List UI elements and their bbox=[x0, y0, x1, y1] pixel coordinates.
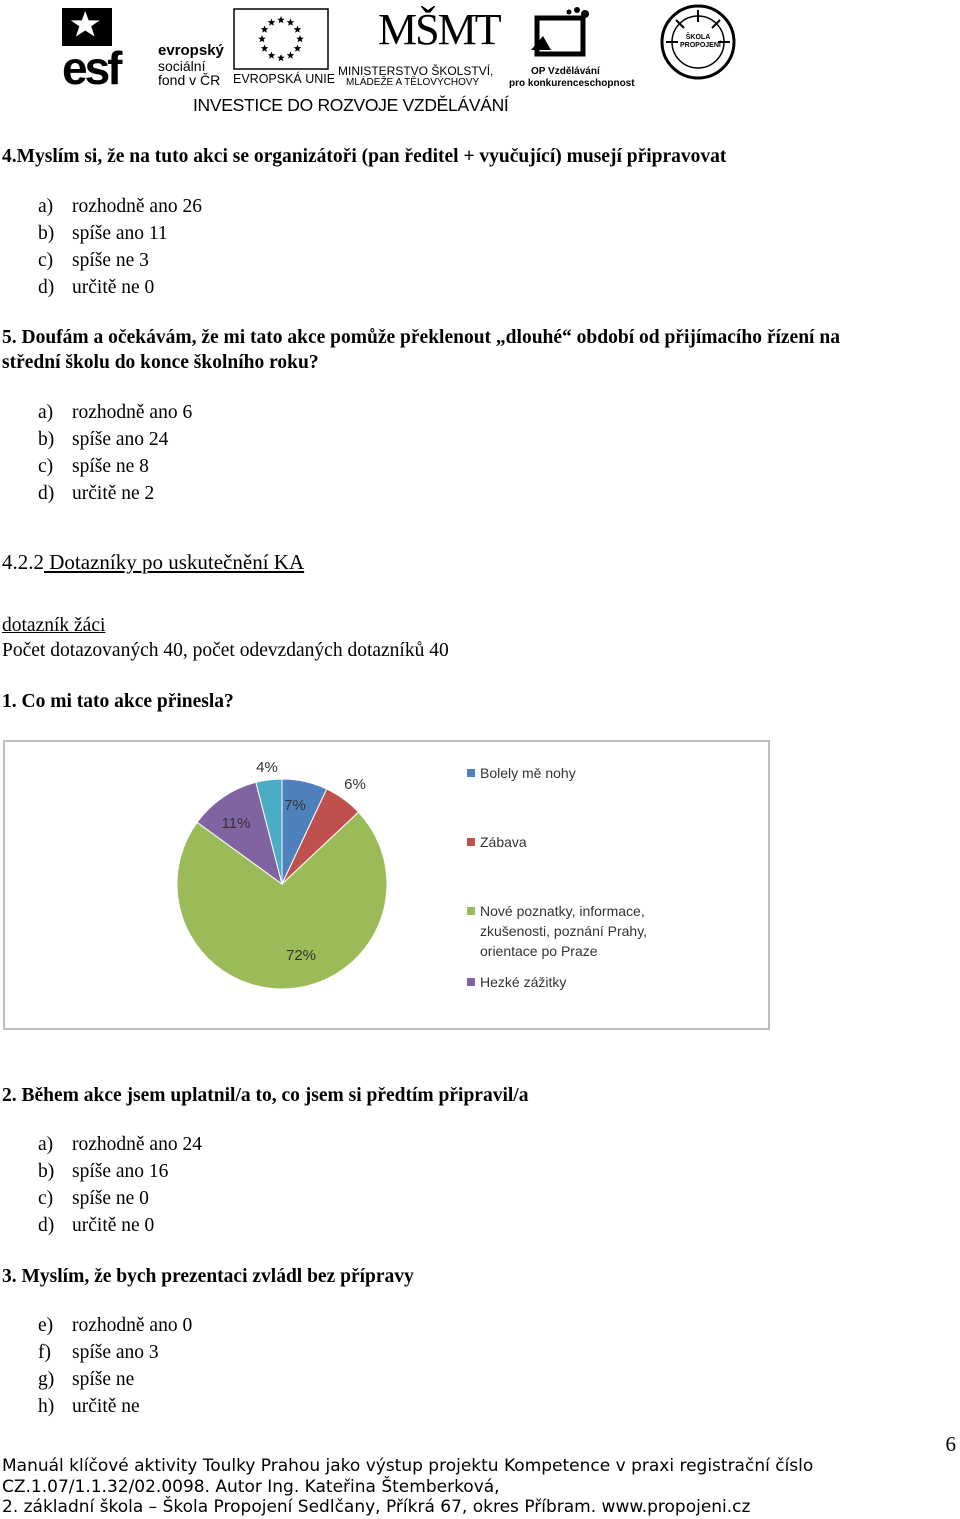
answer-letter: d) bbox=[38, 277, 55, 298]
op-logo bbox=[507, 6, 635, 90]
answer-letter: c) bbox=[38, 456, 54, 477]
answer-letter: a) bbox=[38, 1134, 54, 1155]
q5-title-line2: střední školu do konce školního roku? bbox=[2, 352, 319, 373]
q1-title: 1. Co mi tato akce přinesla? bbox=[2, 691, 234, 712]
answer-letter: b) bbox=[38, 429, 55, 450]
section-heading-422 bbox=[2, 550, 304, 575]
op-line2: pro konkurenceschopnost bbox=[509, 78, 635, 89]
esf-line2: sociální bbox=[158, 58, 206, 74]
answer-letter: d) bbox=[38, 483, 55, 504]
eu-text: EVROPSKÁ UNIE bbox=[233, 72, 336, 86]
answer-text: spíše ano 3 bbox=[72, 1342, 159, 1363]
legend-swatch bbox=[467, 769, 475, 777]
pie-chart-svg bbox=[5, 742, 768, 1028]
op-logo-mark bbox=[529, 6, 599, 62]
esf-mark-text: esf bbox=[62, 42, 120, 88]
answer-text: rozhodně ano 0 bbox=[72, 1315, 193, 1336]
legend-swatch bbox=[467, 838, 475, 846]
answer-text: spíše ano 16 bbox=[72, 1161, 169, 1182]
answer-text: rozhodně ano 24 bbox=[72, 1134, 202, 1155]
answer-text: určitě ne 0 bbox=[72, 1215, 155, 1236]
answer-option bbox=[38, 1215, 154, 1237]
answer-option bbox=[38, 1369, 134, 1391]
answer-option bbox=[38, 196, 202, 218]
eu-logo bbox=[233, 8, 336, 88]
answer-option bbox=[38, 250, 149, 272]
pie-data-label: 6% bbox=[344, 776, 366, 793]
answer-option bbox=[38, 1315, 192, 1337]
answer-letter: a) bbox=[38, 196, 54, 217]
answer-text: spíše ano 11 bbox=[72, 223, 168, 244]
section-number: 4.2.2 bbox=[2, 550, 44, 574]
answer-text: spíše ne 3 bbox=[72, 250, 149, 271]
answer-option bbox=[38, 277, 154, 299]
answer-option bbox=[38, 223, 168, 245]
answer-text: rozhodně ano 26 bbox=[72, 196, 202, 217]
school-logo bbox=[658, 2, 738, 82]
school-logo-text: ŠKOLA PROPOJENÍ bbox=[680, 34, 721, 49]
legend-label: Bolely mě nohy bbox=[480, 765, 576, 781]
answer-text: spíše ne bbox=[72, 1369, 135, 1390]
msmt-mark: MŠMT bbox=[378, 5, 500, 54]
page-header bbox=[0, 0, 960, 122]
pie-data-label: 4% bbox=[256, 759, 278, 776]
pie-chart bbox=[3, 740, 770, 1030]
legend-swatch bbox=[467, 978, 475, 986]
footer-line2: CZ.1.07/1.1.32/02.0098. Autor Ing. Kateřina Štemberková, bbox=[2, 1476, 500, 1497]
q4-title: 4.Myslím si, že na tuto akci se organizátoři (pan ředitel + vyučující) musejí připravovat bbox=[2, 146, 727, 167]
answer-text: spíše ano 24 bbox=[72, 429, 169, 450]
answer-text: určitě ne 2 bbox=[72, 483, 155, 504]
answer-option bbox=[38, 483, 154, 505]
answer-option bbox=[38, 456, 149, 478]
pie-data-label: 11% bbox=[221, 815, 251, 832]
answer-letter: b) bbox=[38, 223, 55, 244]
esf-line1: evropský bbox=[158, 42, 224, 59]
pie-data-label: 7% bbox=[284, 797, 306, 814]
answer-letter: c) bbox=[38, 1188, 54, 1209]
answer-letter: a) bbox=[38, 402, 54, 423]
q5-title-line1: 5. Doufám a očekávám, že mi tato akce pomůže překlenout „dlouhé“ období od přijímacího řízení na bbox=[2, 327, 840, 348]
answer-option bbox=[38, 1342, 159, 1364]
answer-text: rozhodně ano 6 bbox=[72, 402, 193, 423]
answer-text: určitě ne bbox=[72, 1396, 140, 1417]
survey-label: dotazník žáci bbox=[2, 615, 106, 636]
q3-title: 3. Myslím, že bych prezentaci zvládl bez přípravy bbox=[2, 1266, 414, 1287]
answer-option bbox=[38, 402, 192, 424]
answer-option bbox=[38, 1396, 140, 1418]
answer-option bbox=[38, 1161, 168, 1183]
answer-option bbox=[38, 429, 168, 451]
header-tagline: INVESTICE DO ROZVOJE VZDĚLÁVÁNÍ bbox=[193, 95, 509, 115]
legend-label: Hezké zážitky bbox=[480, 974, 567, 990]
eu-flag-icon bbox=[233, 8, 329, 70]
op-line1: OP Vzdělávání bbox=[531, 66, 600, 77]
footer-line3: 2. základní škola – Škola Propojení Sedlčany, Příkrá 67, okres Příbram. www.propojeni.cz bbox=[2, 1497, 751, 1517]
legend-label: Nové poznatky, informace, bbox=[480, 903, 645, 919]
answer-letter: d) bbox=[38, 1215, 55, 1236]
answer-letter: c) bbox=[38, 250, 54, 271]
esf-logo bbox=[62, 8, 230, 88]
legend-label: zkušenosti, poznání Prahy, bbox=[480, 923, 648, 939]
answer-letter: g) bbox=[38, 1369, 55, 1390]
answer-text: spíše ne 8 bbox=[72, 456, 149, 477]
answer-text: spíše ne 0 bbox=[72, 1188, 149, 1209]
legend-label: Zábava bbox=[480, 834, 527, 850]
answer-text: určitě ne 0 bbox=[72, 277, 155, 298]
answer-option bbox=[38, 1188, 149, 1210]
footer-line1: Manuál klíčové aktivity Toulky Prahou jako výstup projektu Kompetence v praxi registrační číslo bbox=[2, 1456, 814, 1476]
msmt-logo bbox=[338, 4, 508, 90]
esf-line3: fond v ČR bbox=[158, 72, 221, 88]
answer-option bbox=[38, 1134, 202, 1156]
answer-letter: h) bbox=[38, 1396, 55, 1417]
page-footer bbox=[2, 1456, 813, 1518]
page-number: 6 bbox=[945, 1432, 956, 1456]
legend-label: orientace po Praze bbox=[480, 943, 598, 959]
msmt-line2: MLÁDEŽE A TĚLOVÝCHOVY bbox=[346, 77, 480, 88]
survey-count: Počet dotazovaných 40, počet odevzdaných dotazníků 40 bbox=[2, 640, 449, 661]
answer-letter: b) bbox=[38, 1161, 55, 1182]
esf-logo-mark bbox=[62, 8, 154, 88]
pie-data-label: 72% bbox=[285, 947, 317, 964]
section-title: Dotazníky po uskutečnění KA bbox=[44, 550, 305, 574]
answer-letter: e) bbox=[38, 1315, 54, 1336]
answer-letter: f) bbox=[38, 1342, 51, 1363]
legend-swatch bbox=[467, 907, 475, 915]
msmt-line1: MINISTERSTVO ŠKOLSTVÍ, bbox=[338, 64, 494, 78]
q2-title: 2. Během akce jsem uplatnil/a to, co jsem si předtím připravil/a bbox=[2, 1085, 529, 1106]
